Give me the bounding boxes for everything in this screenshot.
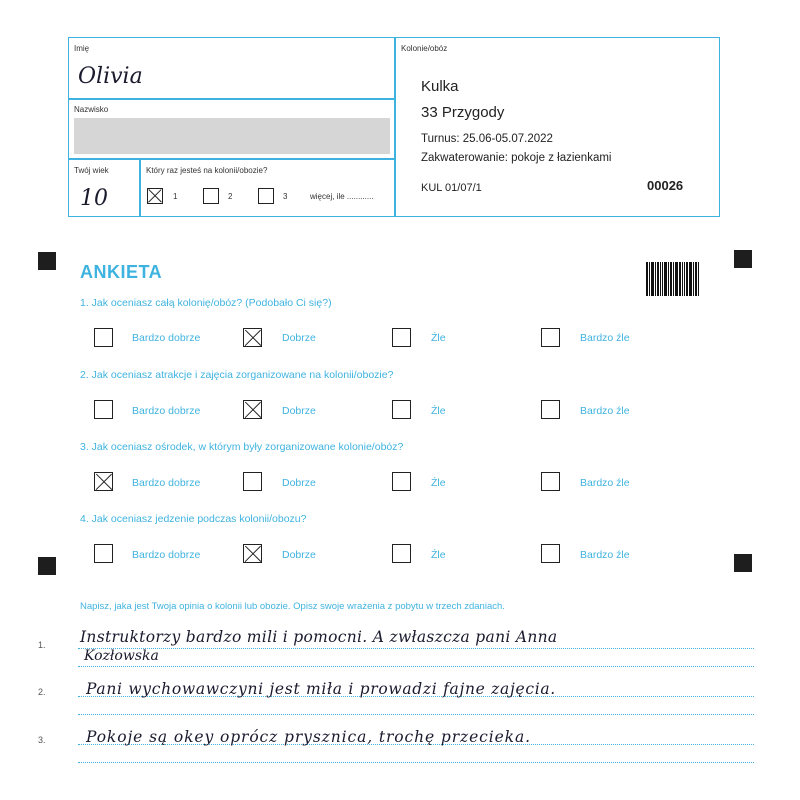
document-number: 00026 [647, 178, 684, 193]
q4-option-dobrze-checkbox[interactable] [243, 544, 262, 563]
question-3-text: 3. Jak oceniasz ośrodek, w którym były zorganizowane kolonie/obóz? [80, 441, 404, 453]
first-name-value[interactable]: Olivia [78, 64, 143, 89]
writing-line-3b [78, 762, 754, 763]
times-checkbox-1[interactable] [147, 188, 163, 204]
q3-option-bardzo-dobrze-label: Bardzo dobrze [132, 477, 201, 489]
q2-option-zle-label: Źle [431, 405, 446, 417]
times-checkbox-3[interactable] [258, 188, 274, 204]
times-option-1: 1 [173, 192, 178, 201]
writing-line-1b [78, 666, 754, 667]
q4-option-bardzo-dobrze-checkbox[interactable] [94, 544, 113, 563]
q2-option-bardzo-zle-label: Bardzo źle [580, 405, 630, 417]
registration-mark-bottom-left [38, 557, 56, 575]
q3-option-dobrze-label: Dobrze [282, 477, 316, 489]
camp-name: Kulka [421, 78, 459, 95]
camp-label: Kolonie/obóz [401, 44, 448, 53]
q3-option-bardzo-dobrze-checkbox[interactable] [94, 472, 113, 491]
registration-mark-bottom-right [734, 554, 752, 572]
times-option-2: 2 [228, 192, 233, 201]
q1-option-zle-checkbox[interactable] [392, 328, 411, 347]
q3-option-zle-checkbox[interactable] [392, 472, 411, 491]
times-label: Który raz jesteś na kolonii/obozie? [146, 166, 268, 175]
q2-option-bardzo-dobrze-checkbox[interactable] [94, 400, 113, 419]
q3-option-zle-label: Źle [431, 477, 446, 489]
q2-option-bardzo-dobrze-label: Bardzo dobrze [132, 405, 201, 417]
question-2-text: 2. Jak oceniasz atrakcje i zajęcia zorganizowane na kolonii/obozie? [80, 369, 394, 381]
accommodation: Zakwaterowanie: pokoje z łazienkami [421, 152, 612, 164]
q1-option-zle-label: Źle [431, 332, 446, 344]
q3-option-bardzo-zle-label: Bardzo źle [580, 477, 630, 489]
q1-option-bardzo-dobrze-label: Bardzo dobrze [132, 332, 201, 344]
answer-line-1[interactable]: Instruktorzy bardzo mili i pomocni. A zwłaszcza pani Anna [80, 628, 558, 646]
last-name-redaction [74, 118, 390, 154]
times-option-3: 3 [283, 192, 288, 201]
age-label: Twój wiek [74, 166, 109, 175]
line-number-2: 2. [38, 687, 46, 697]
name-row-divider [68, 98, 395, 100]
question-4-text: 4. Jak oceniasz jedzenie podczas kolonii/obozu? [80, 513, 307, 525]
line-number-1: 1. [38, 640, 46, 650]
q3-option-bardzo-zle-checkbox[interactable] [541, 472, 560, 491]
surname-row-divider [68, 158, 395, 160]
registration-mark-top-left [38, 252, 56, 270]
q2-option-zle-checkbox[interactable] [392, 400, 411, 419]
turnus: Turnus: 25.06-05.07.2022 [421, 133, 553, 145]
first-name-label: Imię [74, 44, 90, 53]
barcode [646, 262, 700, 296]
q2-option-dobrze-label: Dobrze [282, 405, 316, 417]
camp-program: 33 Przygody [421, 104, 505, 121]
answer-line-1-continued[interactable]: Kozłowska [84, 648, 159, 664]
q4-option-bardzo-zle-label: Bardzo źle [580, 549, 630, 561]
q2-option-dobrze-checkbox[interactable] [243, 400, 262, 419]
age-value[interactable]: 10 [80, 186, 108, 211]
survey-title: ANKIETA [80, 262, 163, 282]
line-number-3: 3. [38, 735, 46, 745]
q1-option-bardzo-zle-label: Bardzo źle [580, 332, 630, 344]
answer-line-3[interactable]: Pokoje są okey oprócz prysznica, trochę przecieka. [86, 728, 531, 746]
registration-mark-top-right [734, 250, 752, 268]
q3-option-dobrze-checkbox[interactable] [243, 472, 262, 491]
q4-option-zle-label: Źle [431, 549, 446, 561]
q2-option-bardzo-zle-checkbox[interactable] [541, 400, 560, 419]
header-divider [394, 37, 396, 217]
q4-option-zle-checkbox[interactable] [392, 544, 411, 563]
writing-line-2b [78, 714, 754, 715]
times-checkbox-2[interactable] [203, 188, 219, 204]
q4-option-bardzo-zle-checkbox[interactable] [541, 544, 560, 563]
writing-line-1 [78, 648, 754, 649]
q1-option-bardzo-dobrze-checkbox[interactable] [94, 328, 113, 347]
last-name-label: Nazwisko [74, 105, 109, 114]
q1-option-bardzo-zle-checkbox[interactable] [541, 328, 560, 347]
q1-option-dobrze-label: Dobrze [282, 332, 316, 344]
q4-option-dobrze-label: Dobrze [282, 549, 316, 561]
q4-option-bardzo-dobrze-label: Bardzo dobrze [132, 549, 201, 561]
answer-line-2[interactable]: Pani wychowawczyni jest miła i prowadzi fajne zajęcia. [86, 680, 556, 698]
age-divider [139, 158, 141, 217]
question-1-text: 1. Jak oceniasz całą kolonię/obóz? (Podobało Ci się?) [80, 297, 332, 309]
q1-option-dobrze-checkbox[interactable] [243, 328, 262, 347]
camp-code: KUL 01/07/1 [421, 182, 482, 194]
times-more-field[interactable]: więcej, ile ............ [310, 192, 374, 201]
opinion-prompt: Napisz, jaka jest Twoja opinia o kolonii lub obozie. Opisz swoje wrażenia z pobytu w trzech zdaniach. [80, 601, 505, 612]
